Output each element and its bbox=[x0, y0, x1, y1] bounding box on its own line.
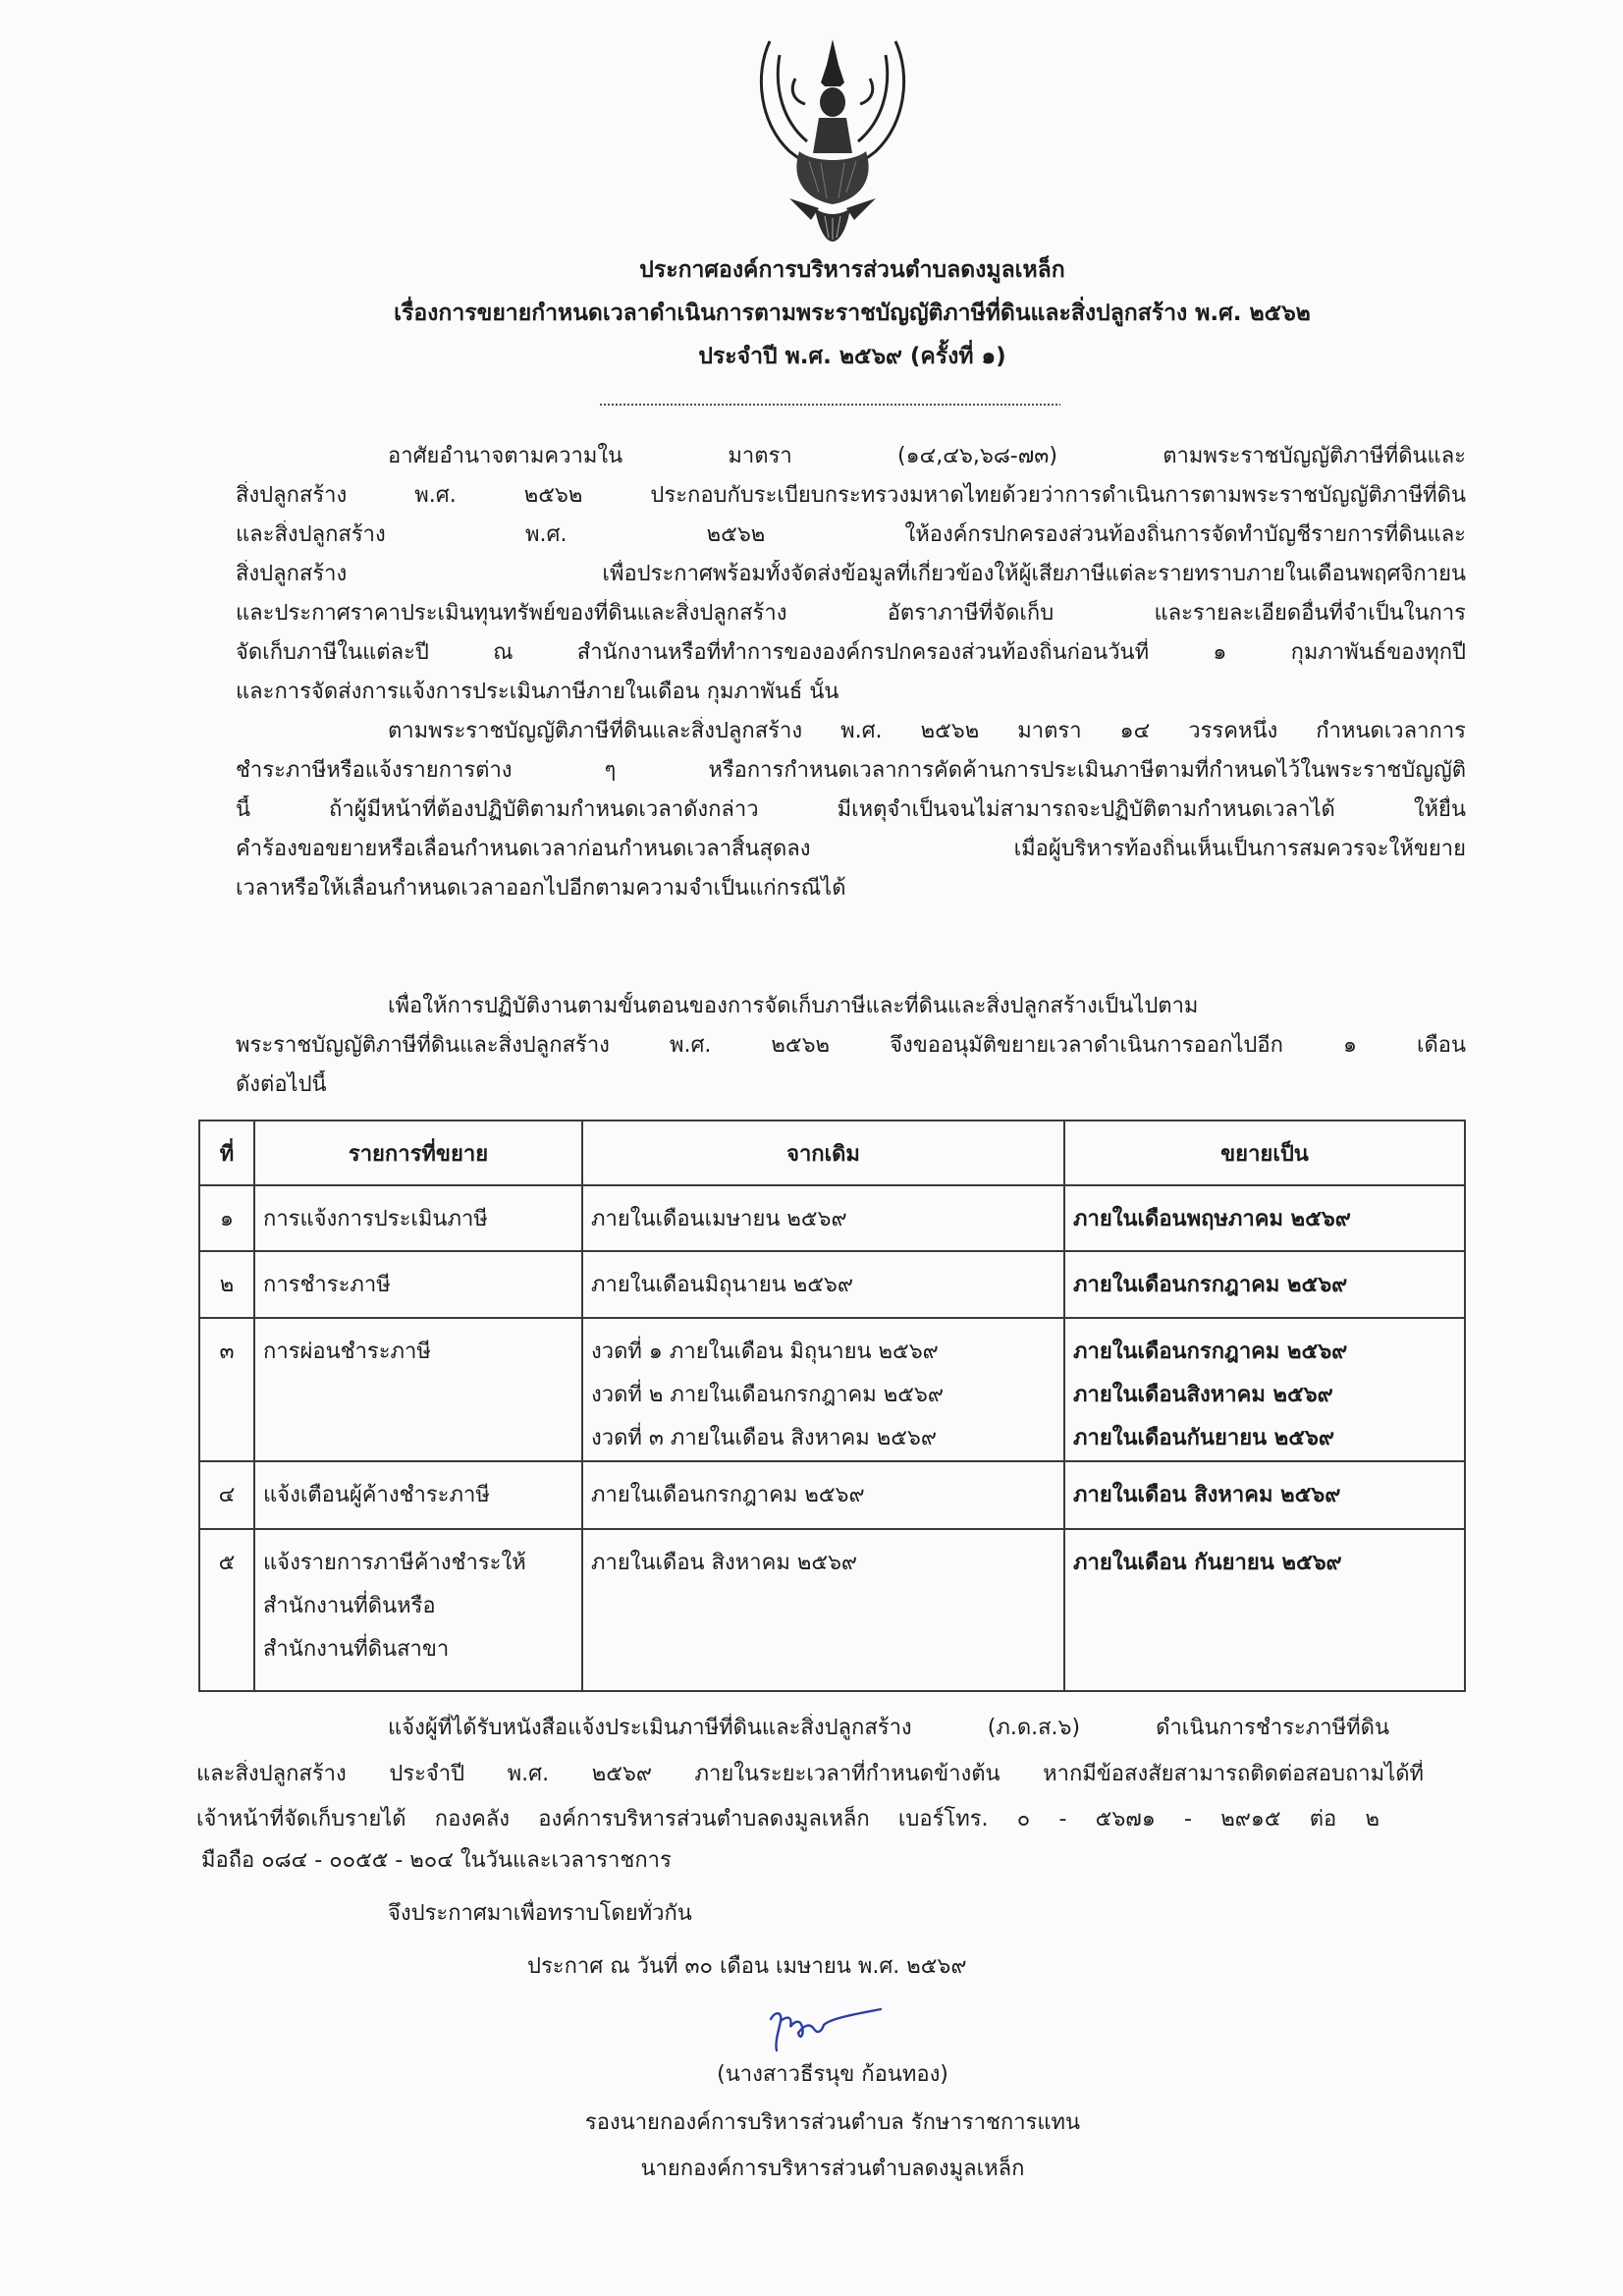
cell-line: ภายในเดือน สิงหาคม ๒๕๖๙ bbox=[591, 1551, 858, 1575]
row-from bbox=[582, 1185, 1064, 1251]
cell-line: ภายในเดือน สิงหาคม ๒๕๖๙ bbox=[1073, 1483, 1341, 1507]
cell-line: ภายในเดือนพฤษภาคม ๒๕๖๙ bbox=[1073, 1207, 1351, 1231]
row-from bbox=[582, 1461, 1064, 1529]
row-from bbox=[582, 1529, 1064, 1691]
cell-line: สำนักงานที่ดินสาขา bbox=[263, 1637, 450, 1662]
cell-line: ภายในเดือนกรกฎาคม ๒๕๖๙ bbox=[1073, 1273, 1348, 1297]
text-line: และการจัดส่งการแจ้งการประเมินภาษีภายในเดือน กุมภาพันธ์ นั้น bbox=[236, 680, 839, 704]
dotted-separator bbox=[599, 403, 1060, 407]
text-line: สิ่งปลูกสร้าง เพื่อประกาศพร้อมทั้งจัดส่งข้อมูลที่เกี่ยวข้องให้ผู้เสียภาษีแต่ละรายทราบภายในเดือนพฤศจิกายน bbox=[236, 562, 1466, 586]
document-title-line-1: ประกาศองค์การบริหารส่วนตำบลดงมูลเหล็ก bbox=[639, 257, 1065, 283]
text-line: อาศัยอำนาจตามความใน มาตรา (๑๔,๔๖,๖๘-๗๓) ตามพระราชบัญญัติภาษีที่ดินและ bbox=[388, 444, 1466, 468]
row-from bbox=[582, 1318, 1064, 1461]
text-line: สิ่งปลูกสร้าง พ.ศ. ๒๕๖๒ ประกอบกับระเบียบกระทรวงมหาดไทยด้วยว่าการดำเนินการตามพระราชบัญญัติภาษีที่ดิน bbox=[236, 483, 1466, 508]
header-no: ที่ bbox=[199, 1121, 254, 1185]
document-title-line-2: เรื่องการขยายกำหนดเวลาดำเนินการตามพระราชบัญญัติภาษีที่ดินและสิ่งปลูกสร้าง พ.ศ. ๒๕๖๒ bbox=[394, 301, 1311, 326]
text-line: มือถือ ๐๘๔ - ๐๐๕๕ - ๒๐๔ ในวันและเวลาราชการ bbox=[201, 1848, 672, 1873]
cell-line: งวดที่ ๒ ภายในเดือนกรกฎาคม ๒๕๖๙ bbox=[591, 1383, 944, 1407]
row-item bbox=[254, 1529, 582, 1691]
text-line: คำร้องขอขยายหรือเลื่อนกำหนดเวลาก่อนกำหนดเวลาสิ้นสุดลง เมื่อผู้บริหารท้องถิ่นเห็นเป็นการสมควรจะให้ขยาย bbox=[236, 837, 1466, 861]
cell-line: การชำระภาษี bbox=[263, 1273, 391, 1297]
garuda-emblem-icon bbox=[750, 35, 915, 244]
text-line: เวลาหรือให้เลื่อนกำหนดเวลาออกไปอีกตามความจำเป็นแก่กรณีได้ bbox=[236, 876, 846, 901]
text-line: เจ้าหน้าที่จัดเก็บรายได้ กองคลัง องค์การบริหารส่วนตำบลดงมูลเหล็ก เบอร์โทร. ๐ - ๕๖๗๑ - ๒๙๑๕ ต่อ ๒ bbox=[196, 1807, 1380, 1831]
text-line: ชำระภาษีหรือแจ้งรายการต่าง ๆ หรือการกำหนดเวลาการคัดค้านการประเมินภาษีตามที่กำหนดไว้ในพระราชบัญญัติ bbox=[236, 758, 1466, 783]
text-line: และสิ่งปลูกสร้าง พ.ศ. ๒๕๖๒ ให้องค์กรปกครองส่วนท้องถิ่นการจัดทำบัญชีรายการที่ดินและ bbox=[236, 522, 1466, 547]
extension-table bbox=[198, 1120, 1466, 1692]
signatory-organization: นายกองค์การบริหารส่วนตำบลดงมูลเหล็ก bbox=[640, 2157, 1025, 2181]
row-to bbox=[1064, 1529, 1465, 1691]
cell-line: แจ้งรายการภาษีค้างชำระให้ bbox=[263, 1551, 526, 1575]
text-line: จัดเก็บภาษีในแต่ละปี ณ สำนักงานหรือที่ทำการขององค์กรปกครองส่วนท้องถิ่นก่อนวันที่ ๑ กุมภาพันธ์ของทุกปี bbox=[236, 640, 1466, 665]
row-no: ๕ bbox=[199, 1529, 254, 1691]
cell-line: ภายในเดือนกรกฎาคม ๒๕๖๙ bbox=[591, 1483, 865, 1507]
cell-line: แจ้งเตือนผู้ค้างชำระภาษี bbox=[263, 1483, 490, 1507]
cell-line: ภายในเดือน กันยายน ๒๕๖๙ bbox=[1073, 1551, 1342, 1575]
cell-line: ภายในเดือนกันยายน ๒๕๖๙ bbox=[1073, 1426, 1335, 1450]
cell-line: งวดที่ ๓ ภายในเดือน สิงหาคม ๒๕๖๙ bbox=[591, 1426, 937, 1450]
table-row bbox=[199, 1529, 1465, 1691]
table-row bbox=[199, 1251, 1465, 1318]
announcement-text: จึงประกาศมาเพื่อทราบโดยทั่วกัน bbox=[388, 1901, 692, 1926]
table-header-row bbox=[199, 1121, 1465, 1185]
row-item bbox=[254, 1185, 582, 1251]
announcement-date: ประกาศ ณ วันที่ ๓๐ เดือน เมษายน พ.ศ. ๒๕๖๙ bbox=[527, 1954, 967, 1979]
text-line: นี้ ถ้าผู้มีหน้าที่ต้องปฏิบัติตามกำหนดเวลาดังกล่าว มีเหตุจำเป็นจนไม่สามารถจะปฏิบัติตามกำหนดเวลาได้ ให้ยื่น bbox=[236, 797, 1466, 822]
cell-line: ภายในเดือนสิงหาคม ๒๕๖๙ bbox=[1073, 1383, 1333, 1407]
text-line: พระราชบัญญัติภาษีที่ดินและสิ่งปลูกสร้าง พ.ศ. ๒๕๖๒ จึงขออนุมัติขยายเวลาดำเนินการออกไปอีก ๑ เดือน bbox=[236, 1033, 1466, 1058]
table-row bbox=[199, 1185, 1465, 1251]
row-no: ๔ bbox=[199, 1461, 254, 1529]
signatory-position: รองนายกองค์การบริหารส่วนตำบล รักษาราชการแทน bbox=[584, 2110, 1081, 2135]
table-row bbox=[199, 1318, 1465, 1461]
text-line: และสิ่งปลูกสร้าง ประจำปี พ.ศ. ๒๕๖๙ ภายในระยะเวลาที่กำหนดข้างต้น หากมีข้อสงสัยสามารถติดต่อสอบถามได้ที่ bbox=[196, 1762, 1424, 1786]
row-to bbox=[1064, 1318, 1465, 1461]
row-to bbox=[1064, 1185, 1465, 1251]
document-title-line-3: ประจำปี พ.ศ. ๒๕๖๙ (ครั้งที่ ๑) bbox=[698, 344, 1006, 369]
text-line: และประกาศราคาประเมินทุนทรัพย์ของที่ดินและสิ่งปลูกสร้าง อัตราภาษีที่จัดเก็บ และรายละเอียดอื่นที่จำเป็นในการ bbox=[236, 601, 1466, 626]
cell-line: การแจ้งการประเมินภาษี bbox=[263, 1207, 488, 1231]
cell-line: ภายในเดือนเมษายน ๒๕๖๙ bbox=[591, 1207, 847, 1231]
row-no: ๓ bbox=[199, 1318, 254, 1461]
row-no: ๒ bbox=[199, 1251, 254, 1318]
row-item bbox=[254, 1318, 582, 1461]
cell-line: ภายในเดือนมิถุนายน ๒๕๖๙ bbox=[591, 1273, 853, 1297]
handwritten-signature-icon bbox=[761, 2001, 889, 2060]
cell-line: สำนักงานที่ดินหรือ bbox=[263, 1594, 436, 1618]
text-line: ดังต่อไปนี้ bbox=[236, 1072, 327, 1097]
text-line: แจ้งผู้ที่ได้รับหนังสือแจ้งประเมินภาษีที่ดินและสิ่งปลูกสร้าง (ภ.ด.ส.๖) ดำเนินการชำระภาษีที่ดิน bbox=[388, 1716, 1389, 1740]
text-line: เพื่อให้การปฏิบัติงานตามขั้นตอนของการจัดเก็บภาษีและที่ดินและสิ่งปลูกสร้างเป็นไปตาม bbox=[388, 994, 1199, 1018]
row-from bbox=[582, 1251, 1064, 1318]
cell-line: งวดที่ ๑ ภายในเดือน มิถุนายน ๒๕๖๙ bbox=[591, 1339, 939, 1364]
signatory-name: (นางสาวธีรนุข ก้อนทอง) bbox=[717, 2062, 948, 2087]
row-item bbox=[254, 1461, 582, 1529]
row-to bbox=[1064, 1251, 1465, 1318]
row-item bbox=[254, 1251, 582, 1318]
row-to bbox=[1064, 1461, 1465, 1529]
header-from: จากเดิม bbox=[582, 1121, 1064, 1185]
cell-line: ภายในเดือนกรกฎาคม ๒๕๖๙ bbox=[1073, 1339, 1348, 1364]
row-no: ๑ bbox=[199, 1185, 254, 1251]
text-line: ตามพระราชบัญญัติภาษีที่ดินและสิ่งปลูกสร้าง พ.ศ. ๒๕๖๒ มาตรา ๑๔ วรรคหนึ่ง กำหนดเวลาการ bbox=[388, 719, 1466, 743]
header-item: รายการที่ขยาย bbox=[254, 1121, 582, 1185]
table-row bbox=[199, 1461, 1465, 1529]
header-to: ขยายเป็น bbox=[1064, 1121, 1465, 1185]
cell-line: การผ่อนชำระภาษี bbox=[263, 1339, 431, 1364]
